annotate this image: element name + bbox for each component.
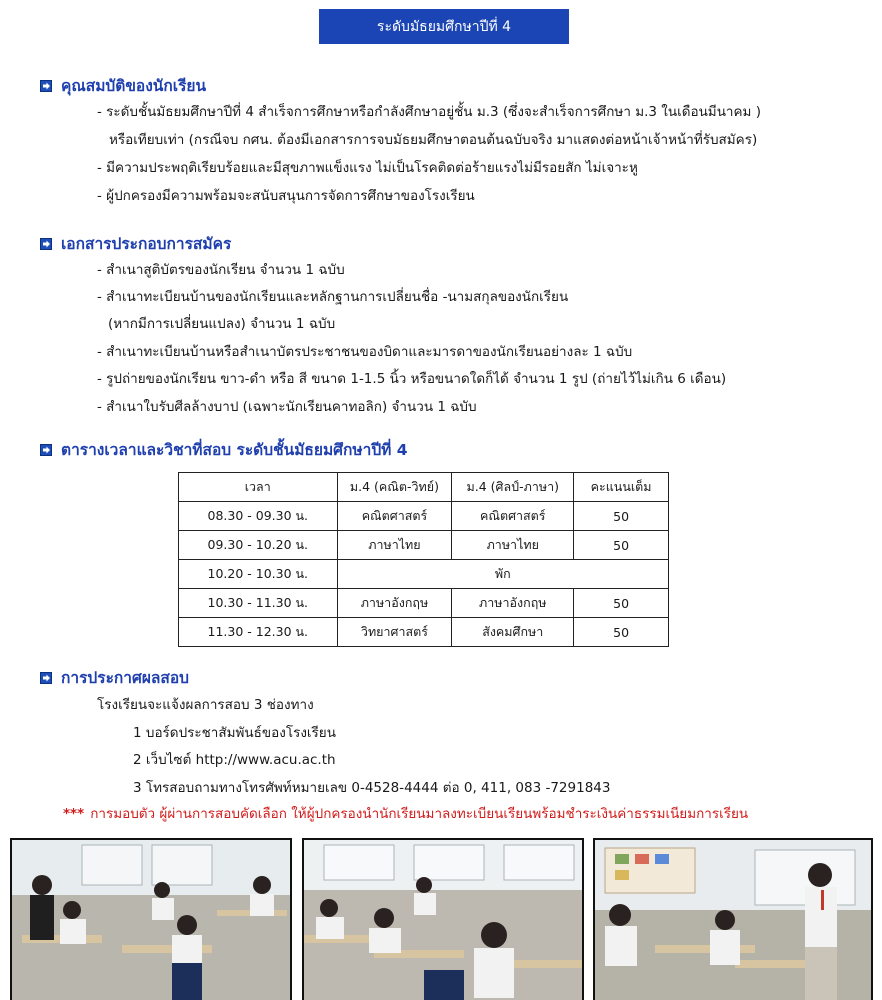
table-cell-subject: สังคมศึกษา [452,618,574,647]
table-row [179,618,669,647]
table-cell-subject: คณิตศาสตร์ [452,502,574,531]
table-row-break [179,560,669,589]
arrow-bullet-icon [40,238,52,250]
table-header-row [179,473,669,502]
column-header-full-score: คะแนนเต็ม [574,473,669,502]
qualification-item: - มีความประพฤติเรียบร้อยและมีสุขภาพแข็งแรง ไม่เป็นโรคติดต่อร้ายแรงไม่มีรอยสัก ไม่เจาะหู [97,160,638,176]
section-heading-text: การประกาศผลสอบ [61,669,190,687]
column-header-science: ม.4 (คณิต-วิทย์) [337,473,452,502]
document-item: - สำเนาสูติบัตรของนักเรียน จำนวน 1 ฉบับ [97,262,345,278]
document-item: - สำเนาใบรับศีลล้างบาป (เฉพาะนักเรียนคาทอลิก) จำนวน 1 ฉบับ [97,399,477,415]
table-cell-score: 50 [574,502,669,531]
table-cell-subject: ภาษาไทย [337,531,452,560]
results-channel: 2 เว็บไซต์ http://www.acu.ac.th [133,752,336,768]
results-intro: โรงเรียนจะแจ้งผลการสอบ 3 ช่องทาง [97,697,314,713]
arrow-bullet-icon [40,80,52,92]
page-title: ระดับมัธยมศึกษาปีที่ 4 [376,18,512,35]
note-text: การมอบตัว ผู้ผ่านการสอบคัดเลือก ให้ผู้ปกครองนำนักเรียนมาลงทะเบียนเรียนพร้อมชำระเงินค่าธรรมเนียมการเรียน [90,806,749,822]
column-header-time: เวลา [179,473,338,502]
qualification-item: หรือเทียบเท่า (กรณีจบ กศน. ต้องมีเอกสารการจบมัธยมศึกษาตอนต้นฉบับจริง มาแสดงต่อหน้าเจ้าหน้าที่รับสมัคร) [109,132,758,148]
exam-room-photo-2 [302,838,584,1000]
table-cell-break: พัก [337,560,668,589]
qualification-item: - ระดับชั้นมัธยมศึกษาปีที่ 4 สำเร็จการศึกษาหรือกำลังศึกษาอยู่ชั้น ม.3 (ซึ่งจะสำเร็จการศึกษา ม.3 ในเดือนมีนาคม ) [97,104,761,120]
section-heading-qualifications [40,73,206,98]
enrollment-note [63,804,748,824]
section-heading-schedule [40,437,408,462]
section-heading-results [40,665,189,690]
document-item: (หากมีการเปลี่ยนแปลง) จำนวน 1 ฉบับ [108,316,336,332]
table-row [179,502,669,531]
table-cell-score: 50 [574,531,669,560]
table-cell-time: 11.30 - 12.30 น. [179,618,338,647]
table-cell-subject: คณิตศาสตร์ [337,502,452,531]
results-channel: 3 โทรสอบถามทางโทรศัพท์หมายเลข 0-4528-4444 ต่อ 0, 411, 083 -7291843 [133,780,611,796]
section-heading-text: คุณสมบัติของนักเรียน [61,77,207,95]
table-cell-time: 10.30 - 11.30 น. [179,589,338,618]
document-item: - สำเนาทะเบียนบ้านหรือสำเนาบัตรประชาชนของบิดาและมารดาของนักเรียนอย่างละ 1 ฉบับ [97,344,633,360]
arrow-bullet-icon [40,444,52,456]
section-heading-documents [40,231,231,256]
results-channel: 1 บอร์ดประชาสัมพันธ์ของโรงเรียน [133,725,336,741]
table-cell-score: 50 [574,618,669,647]
document-item: - สำเนาทะเบียนบ้านของนักเรียนและหลักฐานการเปลี่ยนชื่อ -นามสกุลของนักเรียน [97,289,569,305]
table-cell-subject: ภาษาอังกฤษ [452,589,574,618]
table-row [179,589,669,618]
exam-schedule-table [178,472,669,647]
page-title-banner [319,9,569,44]
exam-room-photo-1 [10,838,292,1000]
exam-room-photo-3 [593,838,873,1000]
note-stars: *** [63,806,85,822]
document-item: - รูปถ่ายของนักเรียน ขาว-ดำ หรือ สี ขนาด 1-1.5 นิ้ว หรือขนาดใดก็ได้ จำนวน 1 รูป (ถ่ายไว้ไม่เกิน 6 เดือน) [97,371,727,387]
column-header-arts: ม.4 (ศิลป์-ภาษา) [452,473,574,502]
table-row [179,531,669,560]
table-cell-time: 10.20 - 10.30 น. [179,560,338,589]
section-heading-text: ตารางเวลาและวิชาที่สอบ ระดับชั้นมัธยมศึกษาปีที่ 4 [61,441,408,459]
section-heading-text: เอกสารประกอบการสมัคร [61,235,232,253]
qualification-item: - ผู้ปกครองมีความพร้อมจะสนับสนุนการจัดการศึกษาของโรงเรียน [97,188,475,204]
table-cell-time: 08.30 - 09.30 น. [179,502,338,531]
table-cell-subject: ภาษาไทย [452,531,574,560]
table-cell-time: 09.30 - 10.20 น. [179,531,338,560]
arrow-bullet-icon [40,672,52,684]
table-cell-subject: วิทยาศาสตร์ [337,618,452,647]
table-cell-score: 50 [574,589,669,618]
table-cell-subject: ภาษาอังกฤษ [337,589,452,618]
